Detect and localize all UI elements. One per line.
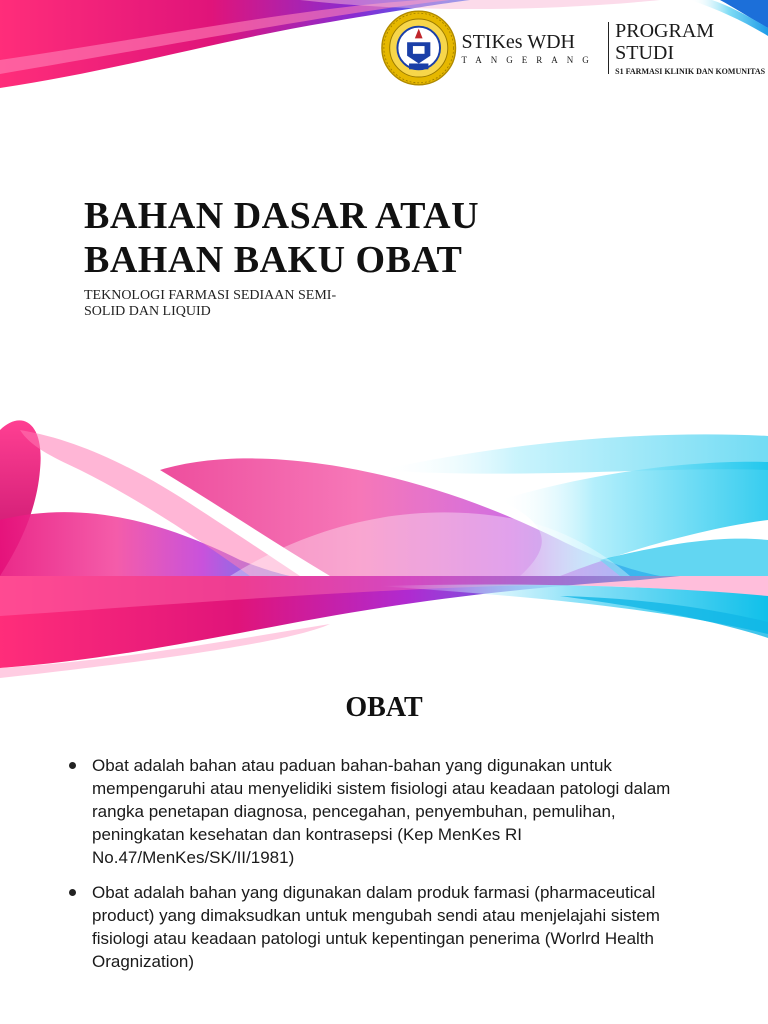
logo-divider bbox=[608, 22, 609, 74]
program-subtitle: S1 FARMASI KLINIK DAN KOMUNITAS bbox=[615, 67, 766, 76]
slide-subtitle-line-1: TEKNOLOGI FARMASI SEDIAAN SEMI- bbox=[84, 288, 337, 303]
institution-name: STIKes WDH bbox=[461, 31, 575, 53]
program-title: PROGRAM STUDI bbox=[615, 20, 715, 64]
slide-title-line-2: BAHAN BAKU OBAT bbox=[84, 239, 463, 281]
content-slide bbox=[0, 576, 768, 1024]
bullet-text: Obat adalah bahan yang digunakan dalam produk farmasi (pharmaceutical product) yang dimaksudkan untuk mengubah sendi atau menjelajahi sistem fisiologi atau keadaan patologi untuk kepentingan penerima (Worlrd Health Oragnization) bbox=[92, 883, 660, 971]
institution-city: TANGERANG bbox=[461, 55, 598, 65]
slide-title bbox=[84, 194, 479, 282]
slide-title-line-1: BAHAN DASAR ATAU bbox=[84, 195, 480, 237]
slide-subtitle-line-2: SOLID DAN LIQUID bbox=[84, 304, 211, 319]
bullet-icon bbox=[69, 889, 76, 896]
institution-logo bbox=[380, 8, 768, 88]
list-item bbox=[66, 754, 706, 869]
bullet-icon bbox=[69, 762, 76, 769]
slide-subtitle bbox=[84, 288, 404, 320]
list-item bbox=[66, 881, 706, 973]
decorative-wave-graphic bbox=[0, 576, 768, 686]
slide-heading: OBAT bbox=[345, 692, 423, 723]
bullet-text: Obat adalah bahan atau paduan bahan-bahan yang digunakan untuk mempengaruhi atau menyelidiki sistem fisiologi atau keadaan patologi dalam rangka penetapan diagnosa, pencegahan, penyembuhan, pemulihan, peningkatan kesehatan dan kontrasepsi (Kep MenKes RI No.47/MenKes/SK/II/1981) bbox=[92, 756, 671, 867]
university-seal-icon bbox=[380, 8, 457, 88]
bullet-list bbox=[66, 754, 706, 985]
